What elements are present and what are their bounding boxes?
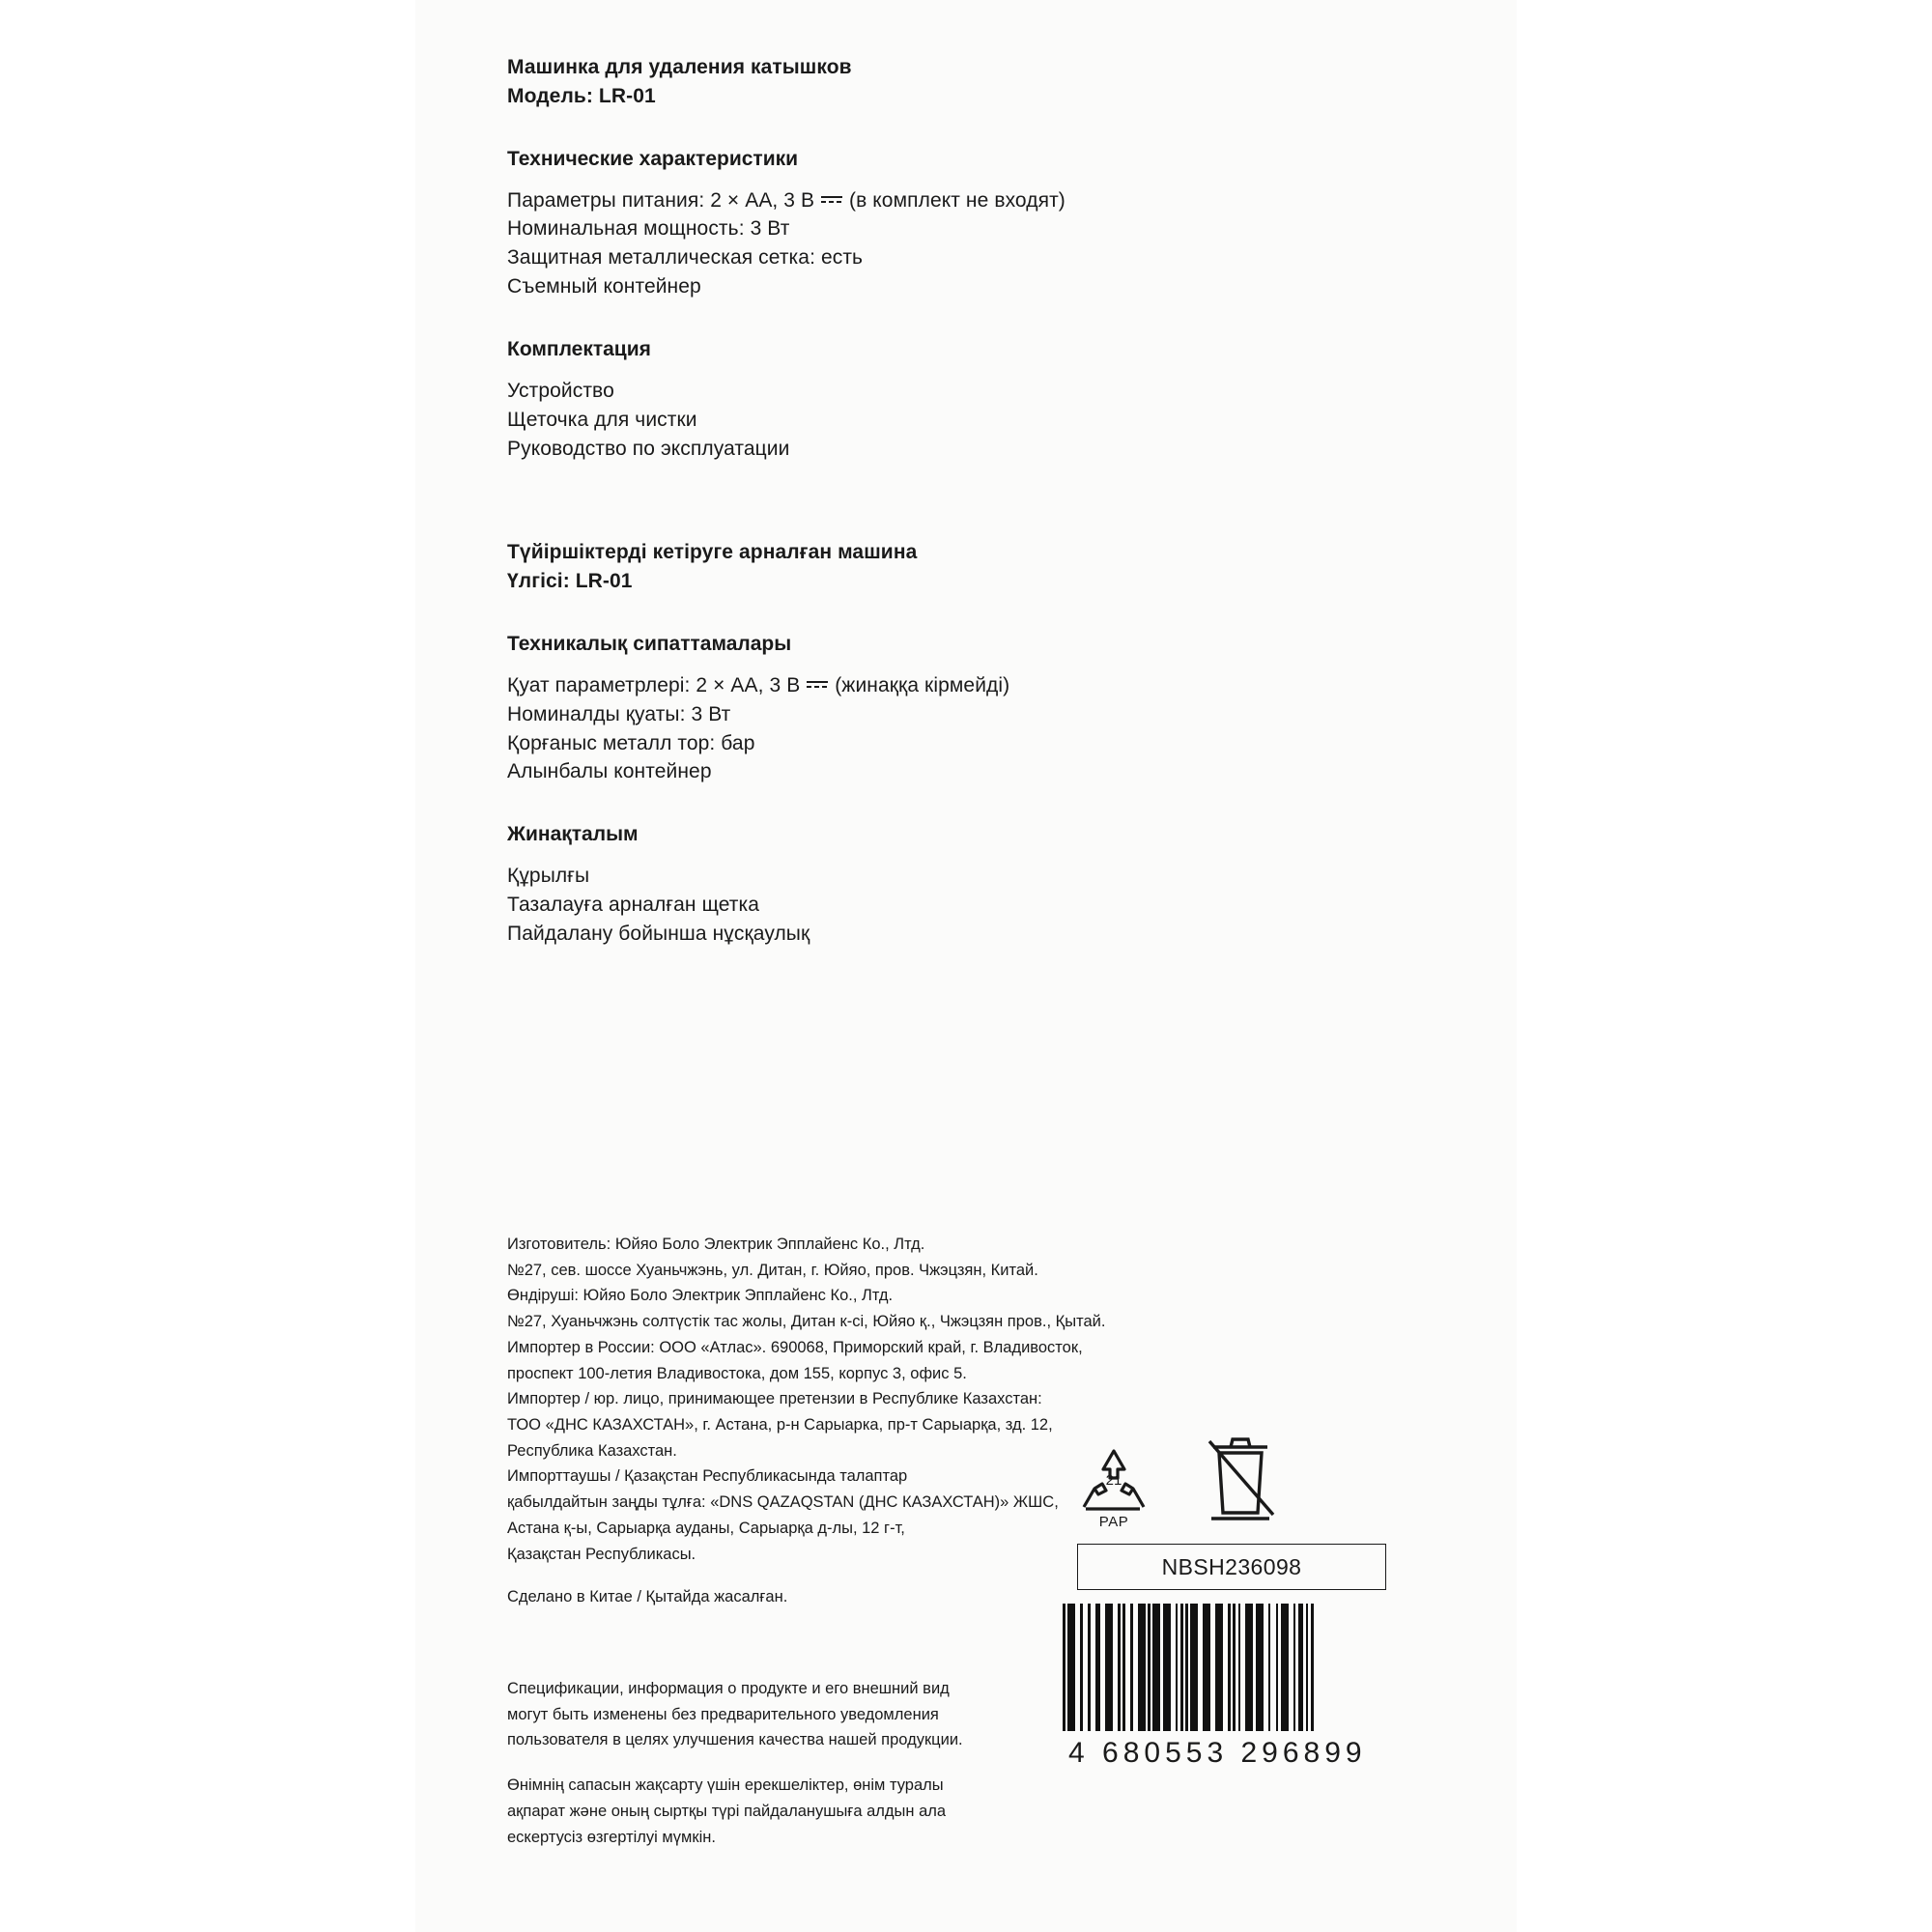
russian-section (507, 53, 1435, 463)
package-item-manual-ru: Руководство по эксплуатации (507, 437, 790, 460)
manufacturer-kk-line2: №27, Хуаньчжэнь солтүстік тас жолы, Дитан к-сі, Юйяо қ., Чжэцзян пров., Қытай. (507, 1313, 1106, 1331)
importer-kz-ru-line2: ТОО «ДНС КАЗАХСТАН», г. Астана, р-н Сарыарка, пр-т Сарыарқа, зд. 12, (507, 1416, 1053, 1435)
weee-crossed-bin-icon (1196, 1422, 1285, 1526)
manufacturer-kk-line1: Өндіруші: Юйяо Боло Электрик Эпплайенс Ко., Лтд. (507, 1287, 894, 1305)
specifications-content (507, 0, 1435, 949)
spec-power-text-ru: Параметры питания: 2 × AA, 3 B (507, 188, 821, 212)
package-item-brush-ru: Щеточка для чистки (507, 408, 697, 431)
disclaimer-kk-line2: ақпарат және оның сыртқы түрі пайдаланушыға алдын ала (507, 1802, 947, 1820)
importer-ru-line2: проспект 100-летия Владивостока, дом 155, корпус 3, офис 5. (507, 1364, 967, 1382)
importer-kz-kk-line1: Импорттаушы / Қазақстан Республикасында талаптар (507, 1467, 908, 1486)
package-item-manual-kk: Пайдалану бойынша нұсқаулық (507, 922, 810, 945)
spec-power-note-ru: (в комплект не входят) (849, 188, 1065, 212)
recycle-material-label: PAP (1098, 1514, 1129, 1530)
manufacturer-ru-line2: №27, сев. шоссе Хуаньчжэнь, ул. Дитан, г. Юйяо, пров. Чжэцзян, Китай. (507, 1261, 1038, 1279)
importer-kz-kk-line2: қабылдайтын заңды тұлға: «DNS QAZAQSTAN (ДНС КАЗАХСТАН)» ЖШС, (507, 1493, 1059, 1512)
spec-rated-power-ru: Номинальная мощность: 3 Вт (507, 217, 790, 241)
spec-power-note-kk: (жинаққа кірмейді) (835, 673, 1010, 696)
barcode-number: 4 680553 296899 (1068, 1737, 1367, 1769)
importer-kz-kk-line3: Астана қ-ы, Сарыарқа ауданы, Сарыарқа д-лы, 12 г-т, (507, 1519, 905, 1537)
spec-container-ru: Съемный контейнер (507, 275, 701, 298)
recycle-code-number: 21 (1105, 1472, 1122, 1489)
serial-number-box (1077, 1544, 1386, 1590)
product-name-ru: Машинка для удаления катышков (507, 56, 852, 78)
package-heading-kk: Жинақталым (507, 823, 639, 846)
disclaimer-kk-line3: ескертусіз өзгертілуі мүмкін. (507, 1828, 716, 1846)
recycle-pap-icon (1072, 1443, 1155, 1530)
specs-heading-ru: Технические характеристики (507, 147, 799, 170)
spec-power-ru (507, 186, 1435, 215)
disclaimer-block (507, 1676, 1019, 1850)
made-in-line: Сделано в Китае / Қытайда жасалған. (507, 1588, 788, 1606)
barcode-bars (1063, 1604, 1410, 1731)
kazakh-section (507, 538, 1435, 948)
importer-kz-ru-line1: Импортер / юр. лицо, принимающее претензии в Республике Казахстан: (507, 1390, 1042, 1408)
spec-mesh-ru: Защитная металлическая сетка: есть (507, 246, 864, 270)
spec-power-text-kk: Қуат параметрлері: 2 × AA, 3 B (507, 673, 807, 696)
importer-ru-line1: Импортер в России: ООО «Атлас». 690068, Приморский край, г. Владивосток, (507, 1338, 1083, 1356)
spec-power-kk (507, 671, 1435, 700)
product-model-kk: Үлгісі: LR-01 (507, 570, 633, 593)
package-item-brush-kk: Тазалауға арналған щетка (507, 894, 760, 916)
barcode (1063, 1604, 1410, 1770)
marks-area (1068, 1410, 1439, 1769)
disclaimer-ru-line3: пользователя в целях улучшения качества нашей продукции. (507, 1731, 963, 1749)
disclaimer-ru-line2: могут быть изменены без предварительного уведомления (507, 1705, 939, 1723)
manufacturer-ru-line1: Изготовитель: Юйяо Боло Электрик Эпплайенс Ко., Лтд. (507, 1236, 925, 1253)
dc-voltage-icon (807, 679, 828, 693)
spec-container-kk: Алынбалы контейнер (507, 760, 712, 783)
importer-kz-kk-line4: Қазақстан Республикасы. (507, 1545, 696, 1563)
package-item-device-kk: Құрылғы (507, 865, 590, 888)
spec-rated-power-kk: Номиналды қуаты: 3 Вт (507, 702, 731, 725)
importer-kz-ru-line3: Республика Казахстан. (507, 1441, 677, 1460)
package-heading-ru: Комплектация (507, 337, 651, 360)
dc-voltage-icon (821, 194, 842, 208)
product-name-kk: Түйіршіктерді кетіруге арналған машина (507, 541, 918, 564)
serial-number-text: NBSH236098 (1161, 1553, 1302, 1579)
package-item-device-ru: Устройство (507, 379, 614, 402)
symbol-row (1072, 1410, 1439, 1530)
specs-heading-kk: Техникалық сипаттамалары (507, 632, 792, 655)
product-model-ru: Модель: LR-01 (507, 84, 656, 107)
disclaimer-kk-line1: Өнімнің сапасын жақсарту үшін ерекшеліктер, өнім туралы (507, 1776, 944, 1795)
product-label-page (415, 0, 1517, 1932)
disclaimer-ru-line1: Спецификации, информация о продукте и его внешний вид (507, 1680, 950, 1697)
spec-mesh-kk: Қорғаныс металл тор: бар (507, 731, 755, 754)
